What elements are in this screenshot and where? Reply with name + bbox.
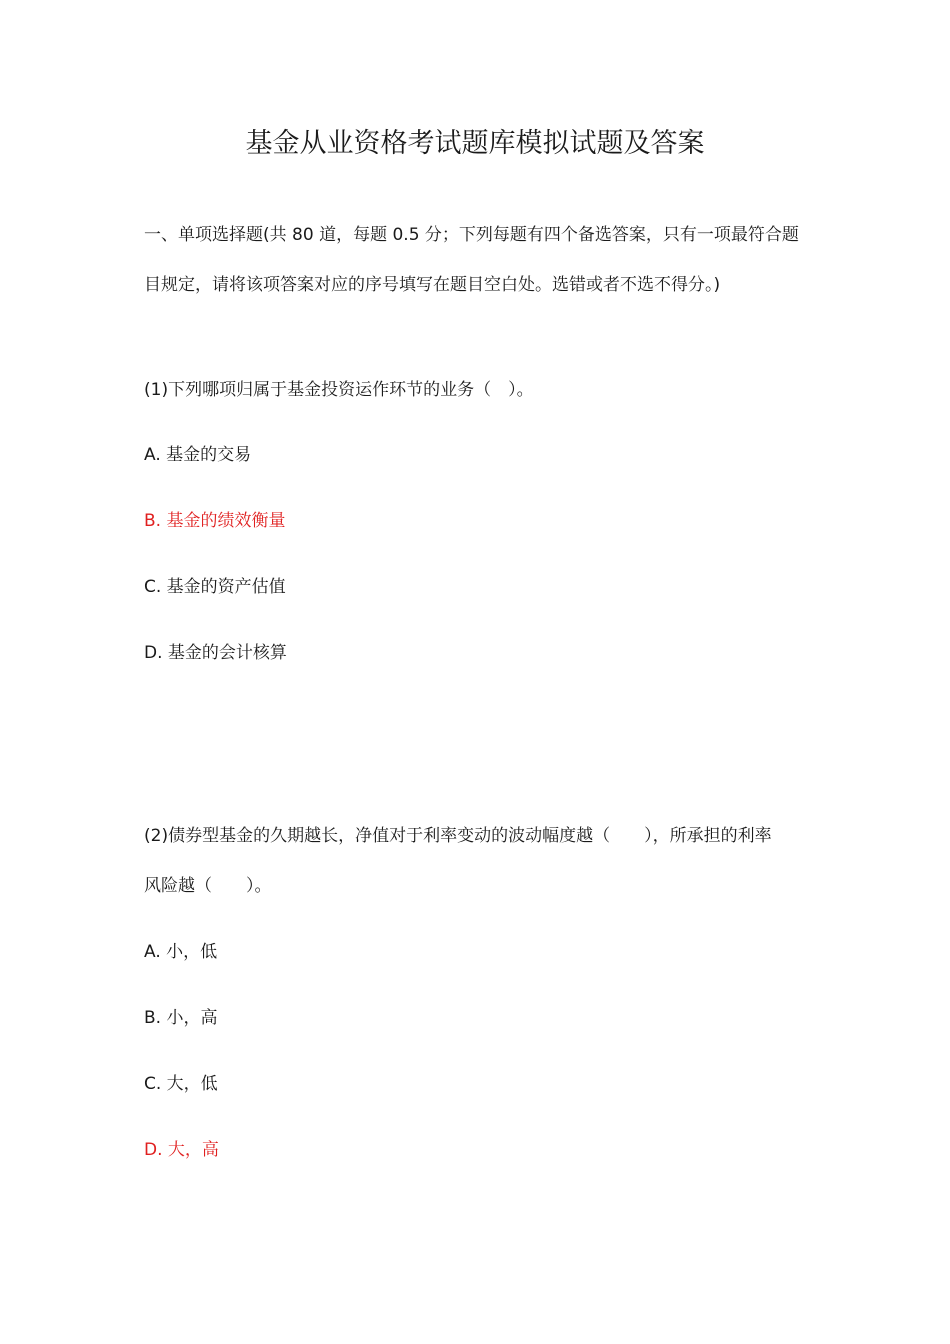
question-2-option-a: A. 小，低 [144,942,218,962]
question-1-option-d: D. 基金的会计核算 [144,643,287,663]
section-heading-line-2: 目规定，请将该项答案对应的序号填写在题目空白处。选错或者不选不得分。) [144,275,721,295]
document-title: 基金从业资格考试题库模拟试题及答案 [245,128,705,159]
question-2-option-c: C. 大，低 [144,1074,218,1094]
question-1-option-b-correct: B. 基金的绩效衡量 [144,511,286,531]
question-1-stem: (1)下列哪项归属于基金投资运作环节的业务（ ）。 [144,380,534,400]
question-1-option-c: C. 基金的资产估值 [144,577,286,597]
question-2-option-d-correct: D. 大，高 [144,1140,219,1160]
question-2-option-b: B. 小，高 [144,1008,218,1028]
question-2-stem-line-2: 风险越（ ）。 [144,876,272,896]
question-1-option-a: A. 基金的交易 [144,445,252,465]
section-heading-line-1: 一、单项选择题(共 80 道，每题 0.5 分；下列每题有四个备选答案，只有一项最符合题 [144,225,799,245]
question-2-stem-line-1: (2)债券型基金的久期越长，净值对于利率变动的波动幅度越（ ），所承担的利率 [144,826,772,846]
